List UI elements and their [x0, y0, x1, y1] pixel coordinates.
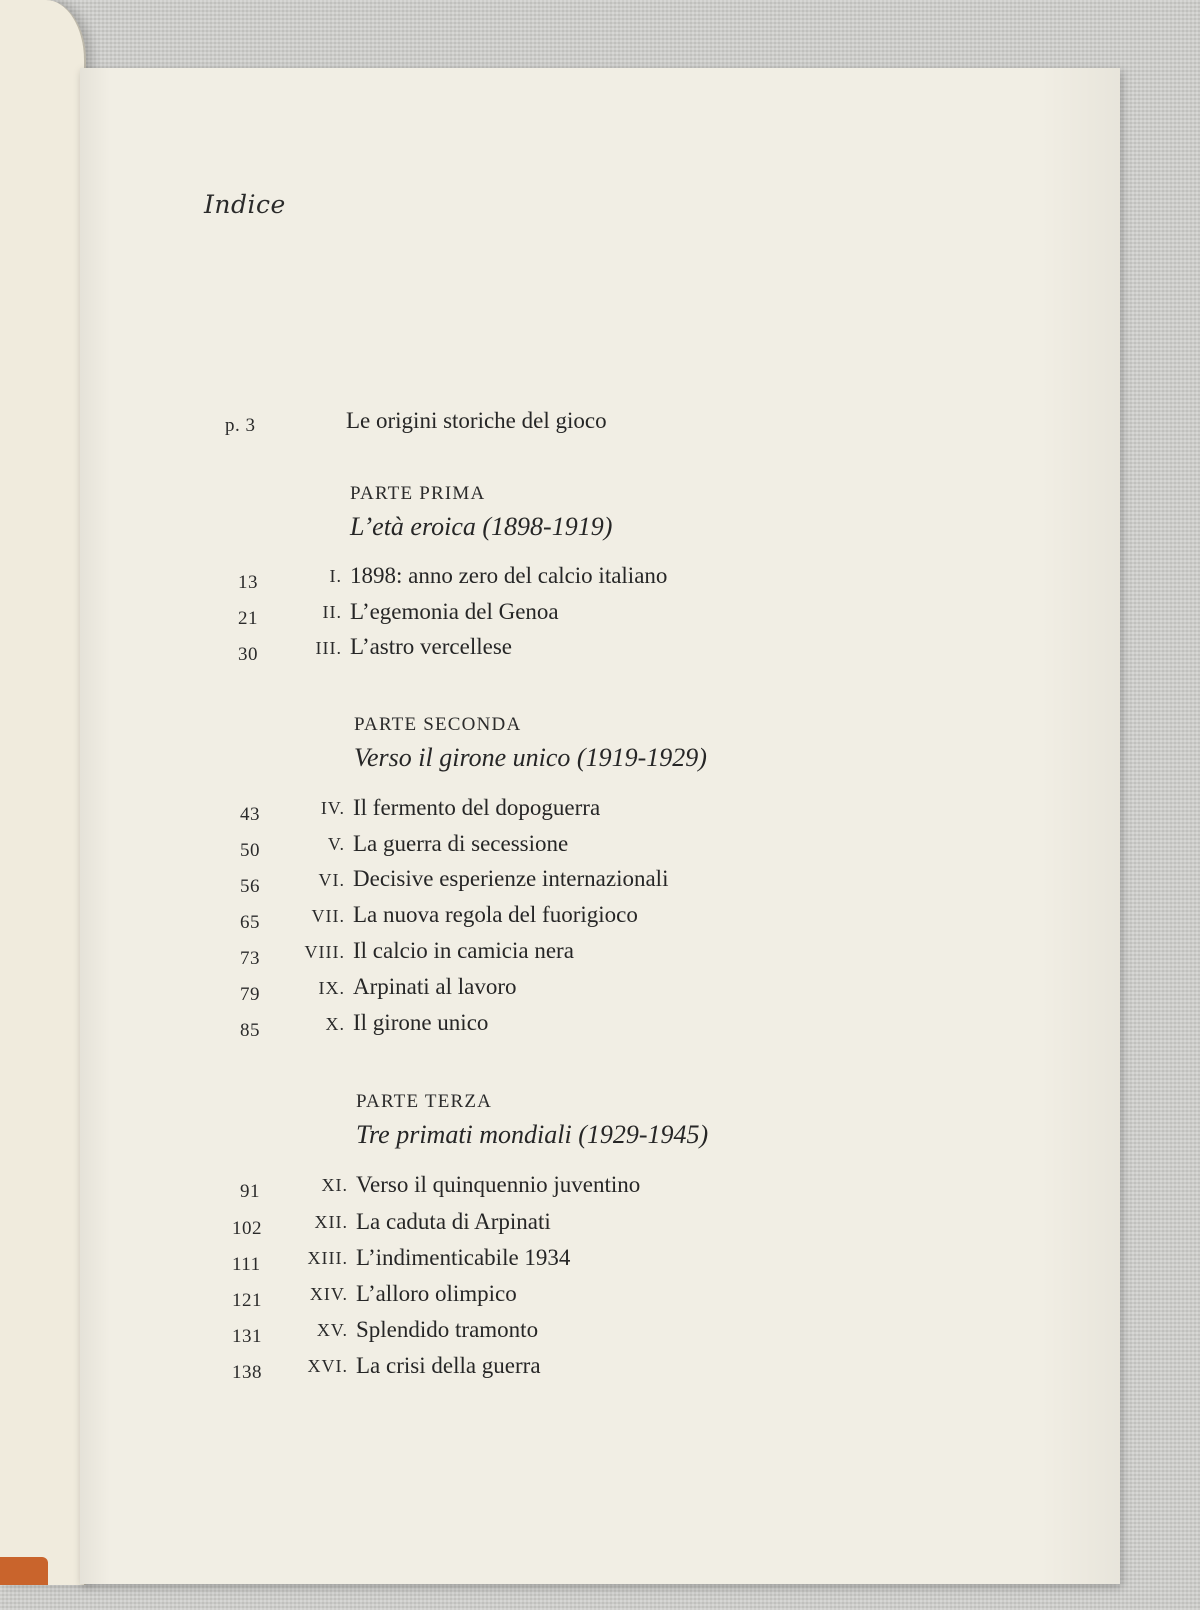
chapter-number: XIV. — [309, 1284, 348, 1304]
chapter-number: XI. — [321, 1175, 348, 1195]
chapter-title: 1898: anno zero del calcio italiano — [350, 563, 668, 588]
chapter-number: X. — [325, 1014, 345, 1034]
chapter-number: III. — [315, 638, 342, 658]
chapter-number: IV. — [320, 798, 345, 818]
chapter-title: L’indimenticabile 1934 — [356, 1245, 571, 1270]
chapter-page-number: 85 — [240, 1020, 260, 1041]
chapter-title: La caduta di Arpinati — [356, 1209, 551, 1234]
book-cover-edge — [0, 0, 86, 1585]
chapter-number: IX. — [318, 978, 345, 998]
part-title: L’età eroica (1898-1919) — [350, 512, 613, 541]
chapter-title: L’egemonia del Genoa — [350, 599, 559, 624]
chapter-number: XII. — [314, 1212, 348, 1232]
chapter-number: VI. — [318, 870, 345, 890]
chapter-title: Decisive esperienze internazionali — [353, 866, 669, 891]
chapter-title: Il calcio in camicia nera — [353, 938, 574, 963]
chapter-number: II. — [322, 602, 342, 622]
book-page — [80, 68, 1120, 1584]
chapter-page-number: 138 — [232, 1362, 262, 1383]
part-label: PARTE PRIMA — [350, 483, 486, 504]
chapter-page-number: 30 — [238, 644, 258, 665]
chapter-page-number: 121 — [232, 1290, 262, 1311]
part-label: PARTE TERZA — [356, 1091, 493, 1112]
chapter-page-number: 131 — [232, 1326, 262, 1347]
intro-title: Le origini storiche del gioco — [346, 408, 607, 433]
chapter-page-number: 65 — [240, 912, 260, 933]
chapter-title: Splendido tramonto — [356, 1317, 539, 1342]
chapter-number: XVI. — [307, 1356, 348, 1376]
part-title: Tre primati mondiali (1929-1945) — [356, 1120, 709, 1149]
chapter-page-number: 21 — [238, 608, 258, 629]
chapter-title: Il girone unico — [353, 1010, 489, 1035]
chapter-title: L’alloro olimpico — [356, 1281, 517, 1306]
chapter-page-number: 43 — [240, 804, 260, 825]
chapter-page-number: 79 — [240, 984, 260, 1005]
chapter-number: VIII. — [304, 942, 345, 962]
chapter-title: Verso il quinquennio juventino — [356, 1172, 641, 1197]
part-title: Verso il girone unico (1919-1929) — [354, 743, 707, 772]
chapter-page-number: 56 — [240, 876, 260, 897]
chapter-page-number: 13 — [238, 572, 258, 593]
chapter-number: VII. — [311, 906, 345, 926]
chapter-page-number: 50 — [240, 840, 260, 861]
chapter-title: La guerra di secessione — [353, 831, 569, 856]
cover-binding-corner — [0, 1557, 48, 1585]
chapter-title: La crisi della guerra — [356, 1353, 541, 1378]
index-heading: Indice — [204, 190, 286, 219]
chapter-page-number: 111 — [232, 1254, 261, 1275]
chapter-title: Arpinati al lavoro — [353, 974, 517, 999]
intro-page-number: p. 3 — [225, 415, 256, 436]
chapter-title: L’astro vercellese — [350, 634, 512, 659]
chapter-title: La nuova regola del fuorigioco — [353, 902, 638, 927]
chapter-page-number: 73 — [240, 948, 260, 969]
chapter-number: I. — [329, 566, 342, 586]
part-label: PARTE SECONDA — [354, 714, 522, 735]
chapter-page-number: 91 — [240, 1181, 260, 1202]
chapter-number: XV. — [316, 1320, 348, 1340]
chapter-title: Il fermento del dopoguerra — [353, 795, 601, 820]
chapter-number: V. — [327, 834, 345, 854]
chapter-number: XIII. — [307, 1248, 348, 1268]
chapter-page-number: 102 — [232, 1218, 262, 1239]
